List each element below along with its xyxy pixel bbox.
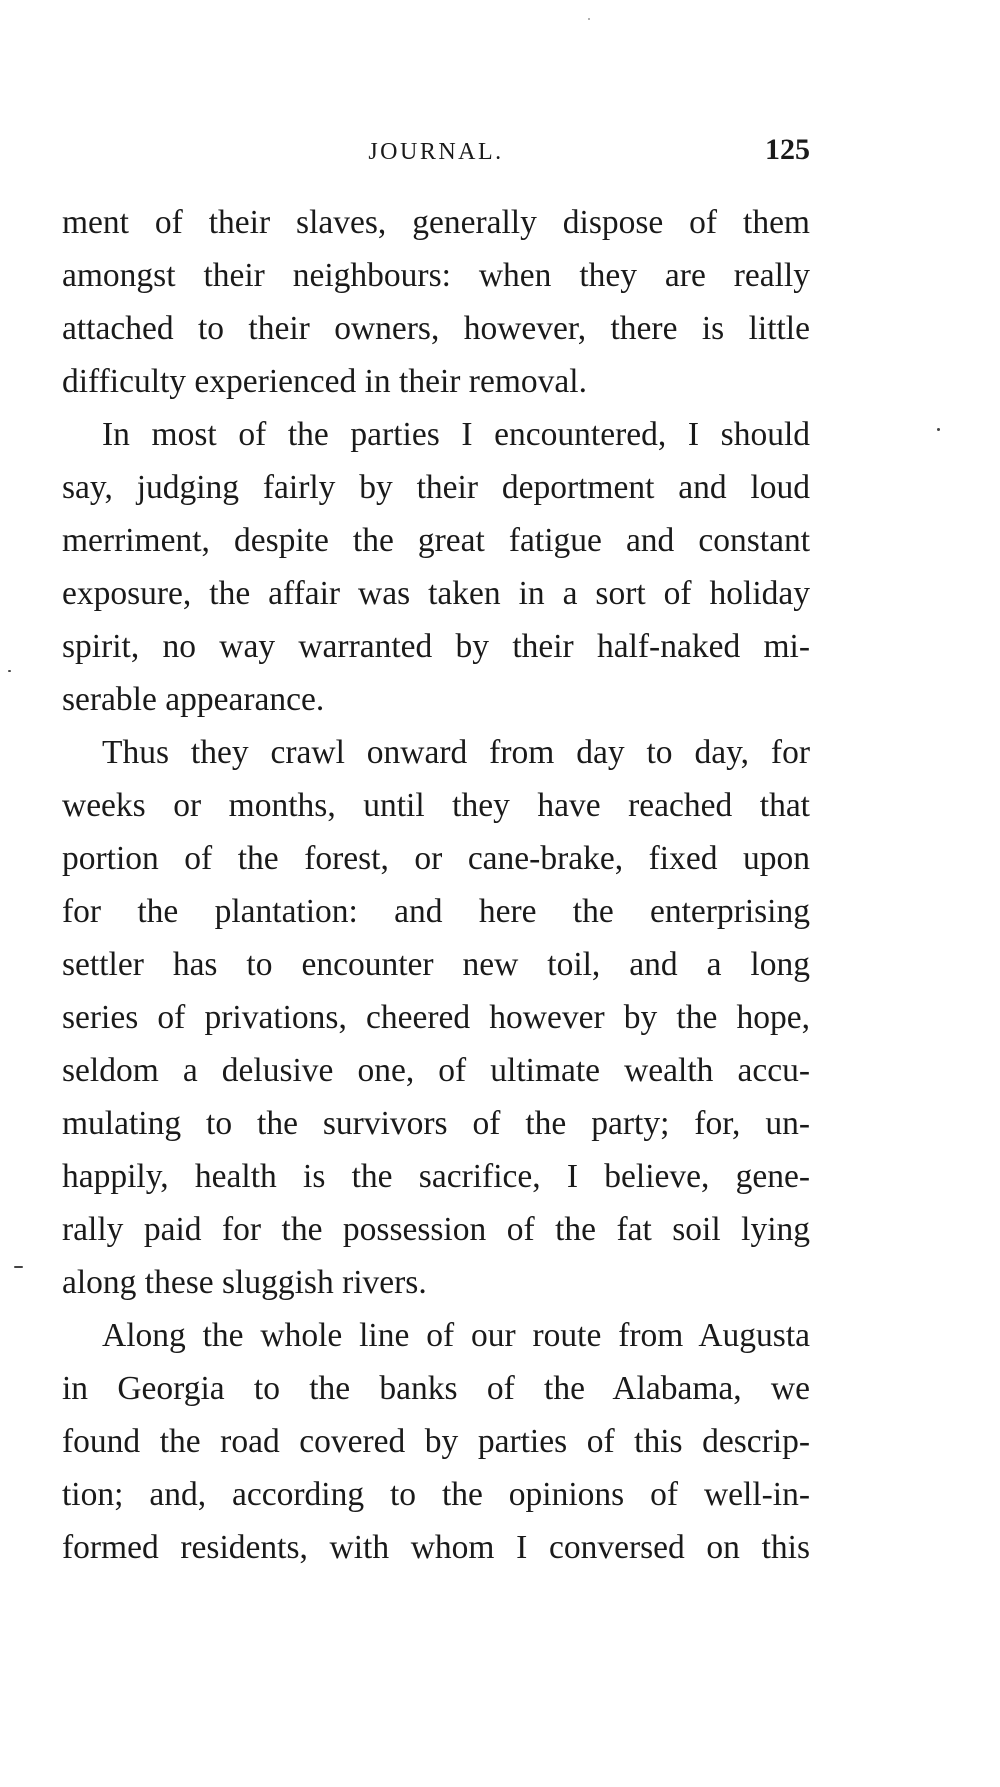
text-line: serable appearance.: [62, 681, 325, 718]
text-line: Thus they crawl onward from day to day, for: [102, 734, 810, 771]
paragraph-4: [62, 1309, 810, 1574]
paragraph-2: [62, 408, 810, 726]
text-line: along these sluggish rivers.: [62, 1264, 427, 1301]
running-head: [62, 133, 810, 173]
text-line: difficulty experienced in their removal.: [62, 363, 587, 400]
text-line: Along the whole line of our route from Augusta: [102, 1317, 810, 1354]
text-line: for the plantation: and here the enterprising: [62, 893, 810, 930]
paper-speck: [14, 1266, 23, 1268]
running-title: JOURNAL.: [368, 139, 504, 165]
paragraph-3: [62, 726, 810, 1309]
text-line: ment of their slaves, generally dispose of them: [62, 204, 810, 241]
text-line: found the road covered by parties of this descrip-: [62, 1423, 810, 1460]
text-line: mulating to the survivors of the party; for, un-: [62, 1105, 810, 1142]
paper-speck: [937, 428, 940, 431]
text-line: attached to their owners, however, there is little: [62, 310, 810, 347]
text-line: in Georgia to the banks of the Alabama, we: [62, 1370, 810, 1407]
paper-speck: [588, 18, 590, 20]
text-line: formed residents, with whom I conversed on this: [62, 1529, 810, 1566]
text-line: tion; and, according to the opinions of well-in-: [62, 1476, 810, 1513]
text-line: portion of the forest, or cane-brake, fixed upon: [62, 840, 810, 877]
paragraph-1: [62, 196, 810, 408]
page-number: 125: [765, 133, 810, 166]
text-line: In most of the parties I encountered, I should: [102, 416, 810, 453]
body-text: [62, 196, 810, 1574]
text-line: happily, health is the sacrifice, I believe, gene-: [62, 1158, 810, 1195]
text-line: exposure, the affair was taken in a sort of holiday: [62, 575, 810, 612]
text-line: merriment, despite the great fatigue and constant: [62, 522, 810, 559]
text-line: spirit, no way warranted by their half-naked mi-: [62, 628, 810, 665]
text-line: rally paid for the possession of the fat soil lying: [62, 1211, 810, 1248]
text-line: series of privations, cheered however by the hope,: [62, 999, 810, 1036]
text-line: weeks or months, until they have reached that: [62, 787, 810, 824]
paper-speck: [8, 670, 11, 672]
text-line: seldom a delusive one, of ultimate wealth accu-: [62, 1052, 810, 1089]
text-line: amongst their neighbours: when they are really: [62, 257, 810, 294]
text-line: settler has to encounter new toil, and a long: [62, 946, 810, 983]
text-line: say, judging fairly by their deportment and loud: [62, 469, 810, 506]
